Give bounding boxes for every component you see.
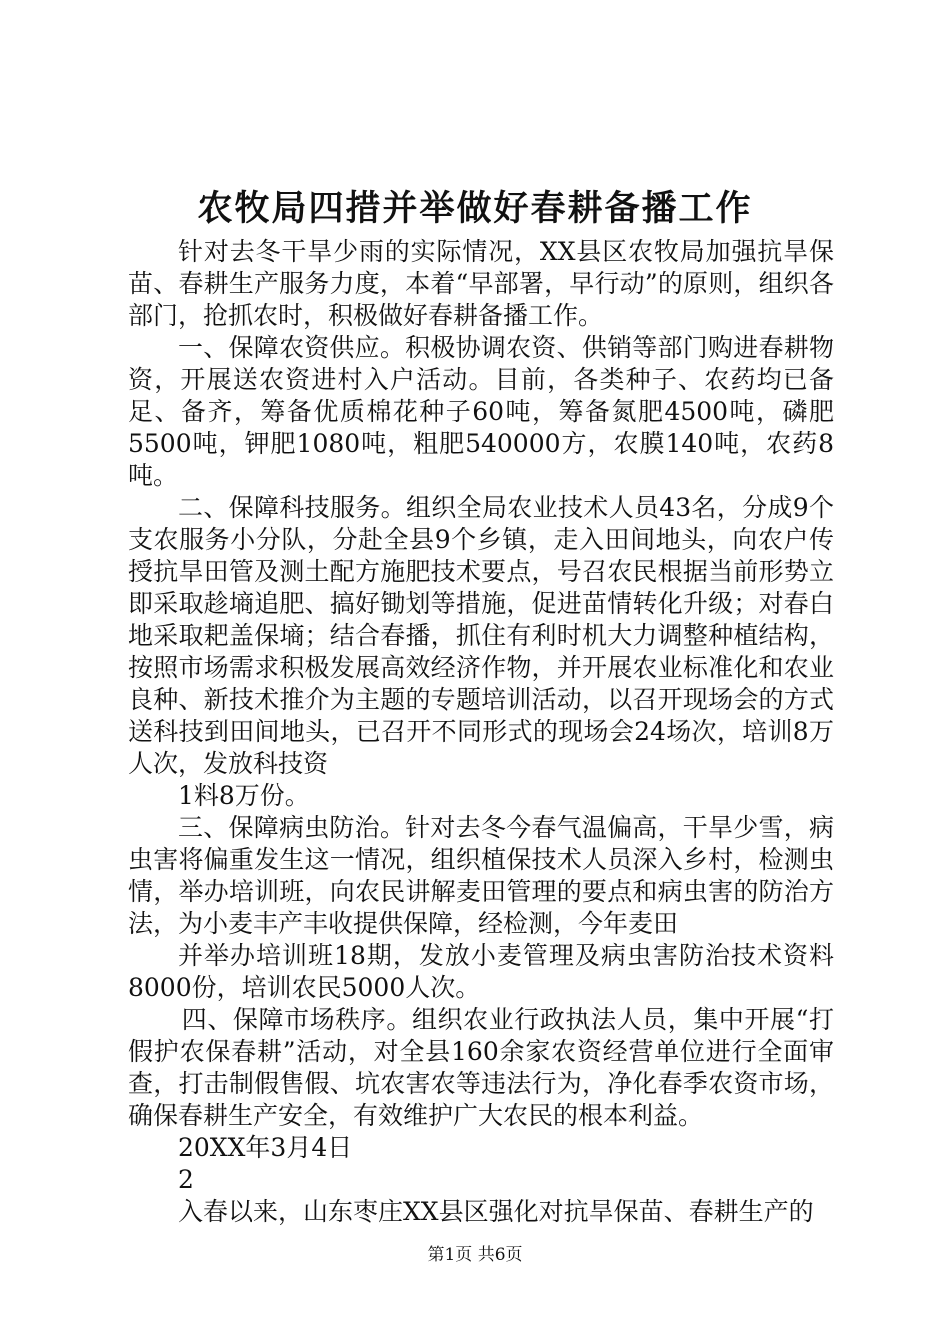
section-2-continuation: 1料8万份。 [178, 781, 310, 810]
section-2-paragraph: 二、保障科技服务。组织全局农业技术人员43名，分成9个支农服务小分队，分赴全县9个乡镇，走入田间地头，向农户传授抗旱田管及测土配方施肥技术要点，号召农民根据当前形势立即采取趁墒追肥、搞好锄划等措施，促进苗情转化升级；对春白地采取耙盖保墒；结合春播，抓住有利时机大力调整种植结构，按照市场需求积极发展高效经济作物，并开展农业标准化和农业良种、新技术推介为主题的专题培训活动，以召开现场会的方式送科技到田间地头，已召开不同形式的现场会24场次，培训8万人次，发放科技资 [128, 493, 834, 778]
section-1-paragraph: 一、保障农资供应。积极协调农资、供销等部门购进春耕物资，开展送农资进村入户活动。目前，各类种子、农药均已备足、备齐，筹备优质棉花种子60吨，筹备氮肥4500吨，磷肥5500吨，钾肥1080吨，粗肥540000方，农膜140吨，农药8吨。 [128, 333, 834, 490]
section-number: 2 [178, 1165, 194, 1194]
document-title: 农牧局四措并举做好春耕备播工作 [197, 188, 753, 229]
section-3-continuation: 并举办培训班18期，发放小麦管理及病虫害防治技术资料8000份，培训农民5000人次。 [128, 941, 834, 1002]
section-4-paragraph: 四、保障市场秩序。组织农业行政执法人员，集中开展“打假护农保春耕”活动，对全县160余家农资经营单位进行全面审查，打击制假售假、坑农害农等违法行为，净化春季农资市场，确保春耕生产安全，有效维护广大农民的根本利益。 [128, 1005, 834, 1130]
document-body [128, 236, 834, 1228]
document-date: 20XX年3月4日 [178, 1133, 353, 1162]
intro-paragraph: 针对去冬干旱少雨的实际情况，XX县区农牧局加强抗旱保苗、春耕生产服务力度，本着“早部署，早行动”的原则，组织各部门，抢抓农时，积极做好春耕备播工作。 [128, 237, 834, 330]
next-article-paragraph: 入春以来，山东枣庄XX县区强化对抗旱保苗、春耕生产的 [178, 1197, 814, 1226]
section-3-paragraph: 三、保障病虫防治。针对去冬今春气温偏高，干旱少雪，病虫害将偏重发生这一情况，组织植保技术人员深入乡村，检测虫情，举办培训班，向农民讲解麦田管理的要点和病虫害的防治方法，为小麦丰产丰收提供保障，经检测，今年麦田 [128, 813, 834, 938]
page-number-footer: 第1页 共6页 [427, 1245, 523, 1265]
